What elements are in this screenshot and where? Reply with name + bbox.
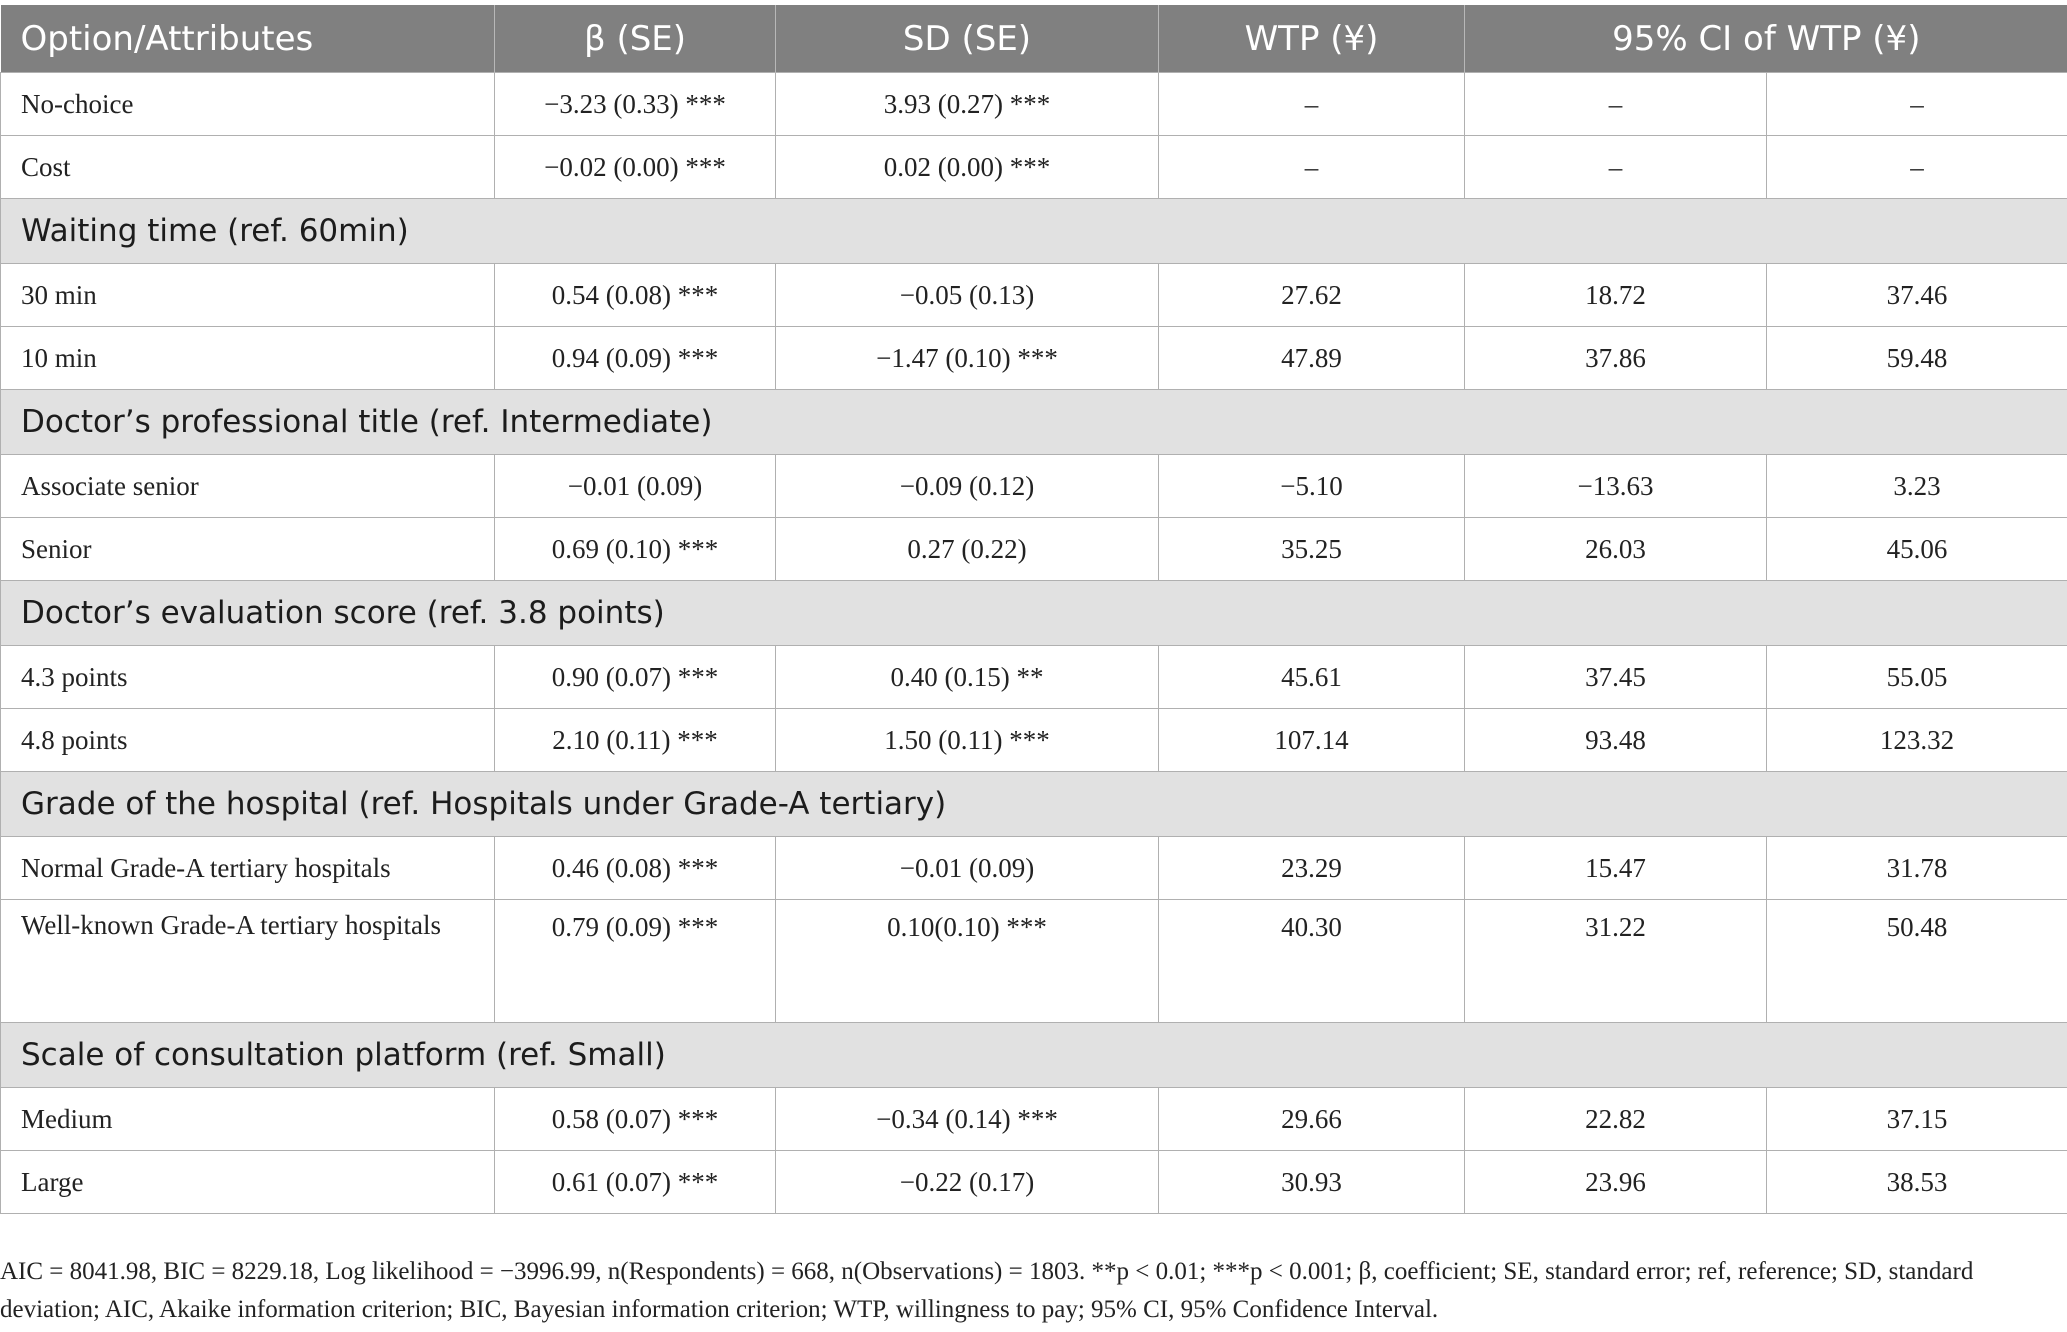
wtp-cell: 30.93 bbox=[1159, 1151, 1465, 1214]
beta-cell: 2.10 (0.11) *** bbox=[495, 709, 776, 772]
attribute-cell: 4.8 points bbox=[1, 709, 495, 772]
attribute-cell: No-choice bbox=[1, 73, 495, 136]
results-table bbox=[0, 5, 2067, 1214]
beta-cell: 0.90 (0.07) *** bbox=[495, 646, 776, 709]
header-row bbox=[1, 5, 2067, 73]
table-row bbox=[1, 1151, 2067, 1214]
section-label: Doctor’s evaluation score (ref. 3.8 points) bbox=[1, 581, 2067, 646]
wtp-cell: 27.62 bbox=[1159, 264, 1465, 327]
beta-cell: 0.69 (0.10) *** bbox=[495, 518, 776, 581]
sd-cell: 1.50 (0.11) *** bbox=[776, 709, 1159, 772]
sd-cell: −0.01 (0.09) bbox=[776, 837, 1159, 900]
attribute-cell: Associate senior bbox=[1, 455, 495, 518]
ci-lower-cell: – bbox=[1465, 136, 1767, 199]
wtp-cell: 45.61 bbox=[1159, 646, 1465, 709]
section-label: Scale of consultation platform (ref. Small) bbox=[1, 1023, 2067, 1088]
beta-cell: 0.94 (0.09) *** bbox=[495, 327, 776, 390]
beta-cell: 0.79 (0.09) *** bbox=[495, 900, 776, 1023]
beta-cell: 0.61 (0.07) *** bbox=[495, 1151, 776, 1214]
table-row bbox=[1, 518, 2067, 581]
ci-lower-cell: 37.86 bbox=[1465, 327, 1767, 390]
sd-cell: −1.47 (0.10) *** bbox=[776, 327, 1159, 390]
header-ci-wtp: 95% CI of WTP (¥) bbox=[1465, 5, 2067, 73]
ci-upper-cell: – bbox=[1767, 73, 2067, 136]
table-row bbox=[1, 837, 2067, 900]
ci-lower-cell: 26.03 bbox=[1465, 518, 1767, 581]
beta-cell: 0.58 (0.07) *** bbox=[495, 1088, 776, 1151]
header-sd: SD (SE) bbox=[776, 5, 1159, 73]
sd-cell: −0.05 (0.13) bbox=[776, 264, 1159, 327]
beta-cell: −0.01 (0.09) bbox=[495, 455, 776, 518]
table-footnote: AIC = 8041.98, BIC = 8229.18, Log likelihood = −3996.99, n(Respondents) = 668, n(Observations) = 1803. **p < 0.01; ***p < 0.001; β, coefficient; SE, standard error; ref, reference; SD, standard deviation; AIC, Akaike information criterion; BIC, Bayesian information criterion; WTP, willingness to pay; 95% CI, 95% Confidence Interval. bbox=[0, 1258, 1974, 1323]
wtp-cell: – bbox=[1159, 73, 1465, 136]
table-body bbox=[1, 73, 2067, 1214]
ci-upper-cell: – bbox=[1767, 136, 2067, 199]
sd-cell: −0.09 (0.12) bbox=[776, 455, 1159, 518]
sd-cell: 0.02 (0.00) *** bbox=[776, 136, 1159, 199]
table-row bbox=[1, 709, 2067, 772]
attribute-cell: Well-known Grade-A tertiary hospitals bbox=[1, 900, 495, 1023]
table-row bbox=[1, 646, 2067, 709]
table-row bbox=[1, 136, 2067, 199]
wtp-cell: −5.10 bbox=[1159, 455, 1465, 518]
attribute-cell: 4.3 points bbox=[1, 646, 495, 709]
sd-cell: 3.93 (0.27) *** bbox=[776, 73, 1159, 136]
header-beta: β (SE) bbox=[495, 5, 776, 73]
ci-lower-cell: −13.63 bbox=[1465, 455, 1767, 518]
attribute-cell: Cost bbox=[1, 136, 495, 199]
ci-upper-cell: 3.23 bbox=[1767, 455, 2067, 518]
wtp-cell: 40.30 bbox=[1159, 900, 1465, 1023]
ci-lower-cell: 23.96 bbox=[1465, 1151, 1767, 1214]
attribute-cell: Large bbox=[1, 1151, 495, 1214]
ci-lower-cell: 37.45 bbox=[1465, 646, 1767, 709]
ci-upper-cell: 38.53 bbox=[1767, 1151, 2067, 1214]
ci-upper-cell: 37.46 bbox=[1767, 264, 2067, 327]
table-row bbox=[1, 73, 2067, 136]
ci-lower-cell: 15.47 bbox=[1465, 837, 1767, 900]
table-row bbox=[1, 327, 2067, 390]
attribute-cell: 10 min bbox=[1, 327, 495, 390]
section-header-row bbox=[1, 390, 2067, 455]
sd-cell: −0.34 (0.14) *** bbox=[776, 1088, 1159, 1151]
section-label: Waiting time (ref. 60min) bbox=[1, 199, 2067, 264]
section-header-row bbox=[1, 581, 2067, 646]
sd-cell: 0.40 (0.15) ** bbox=[776, 646, 1159, 709]
ci-upper-cell: 31.78 bbox=[1767, 837, 2067, 900]
ci-upper-cell: 59.48 bbox=[1767, 327, 2067, 390]
ci-lower-cell: 31.22 bbox=[1465, 900, 1767, 1023]
wtp-cell: 107.14 bbox=[1159, 709, 1465, 772]
wtp-cell: – bbox=[1159, 136, 1465, 199]
beta-cell: −3.23 (0.33) *** bbox=[495, 73, 776, 136]
section-header-row bbox=[1, 1023, 2067, 1088]
section-header-row bbox=[1, 199, 2067, 264]
header-wtp: WTP (¥) bbox=[1159, 5, 1465, 73]
table-row bbox=[1, 264, 2067, 327]
ci-upper-cell: 55.05 bbox=[1767, 646, 2067, 709]
beta-cell: 0.54 (0.08) *** bbox=[495, 264, 776, 327]
beta-cell: −0.02 (0.00) *** bbox=[495, 136, 776, 199]
ci-lower-cell: 93.48 bbox=[1465, 709, 1767, 772]
ci-lower-cell: – bbox=[1465, 73, 1767, 136]
sd-cell: 0.27 (0.22) bbox=[776, 518, 1159, 581]
header-option-attributes: Option/Attributes bbox=[1, 5, 495, 73]
table-row bbox=[1, 1088, 2067, 1151]
section-label: Grade of the hospital (ref. Hospitals under Grade-A tertiary) bbox=[1, 772, 2067, 837]
ci-upper-cell: 123.32 bbox=[1767, 709, 2067, 772]
wtp-cell: 23.29 bbox=[1159, 837, 1465, 900]
ci-lower-cell: 22.82 bbox=[1465, 1088, 1767, 1151]
ci-upper-cell: 37.15 bbox=[1767, 1088, 2067, 1151]
wtp-cell: 47.89 bbox=[1159, 327, 1465, 390]
wtp-cell: 29.66 bbox=[1159, 1088, 1465, 1151]
sd-cell: −0.22 (0.17) bbox=[776, 1151, 1159, 1214]
ci-lower-cell: 18.72 bbox=[1465, 264, 1767, 327]
attribute-cell: Senior bbox=[1, 518, 495, 581]
table-row bbox=[1, 455, 2067, 518]
attribute-cell: 30 min bbox=[1, 264, 495, 327]
table-row bbox=[1, 900, 2067, 1023]
ci-upper-cell: 50.48 bbox=[1767, 900, 2067, 1023]
attribute-cell: Medium bbox=[1, 1088, 495, 1151]
wtp-cell: 35.25 bbox=[1159, 518, 1465, 581]
section-header-row bbox=[1, 772, 2067, 837]
attribute-cell: Normal Grade-A tertiary hospitals bbox=[1, 837, 495, 900]
beta-cell: 0.46 (0.08) *** bbox=[495, 837, 776, 900]
sd-cell: 0.10(0.10) *** bbox=[776, 900, 1159, 1023]
ci-upper-cell: 45.06 bbox=[1767, 518, 2067, 581]
section-label: Doctor’s professional title (ref. Intermediate) bbox=[1, 390, 2067, 455]
